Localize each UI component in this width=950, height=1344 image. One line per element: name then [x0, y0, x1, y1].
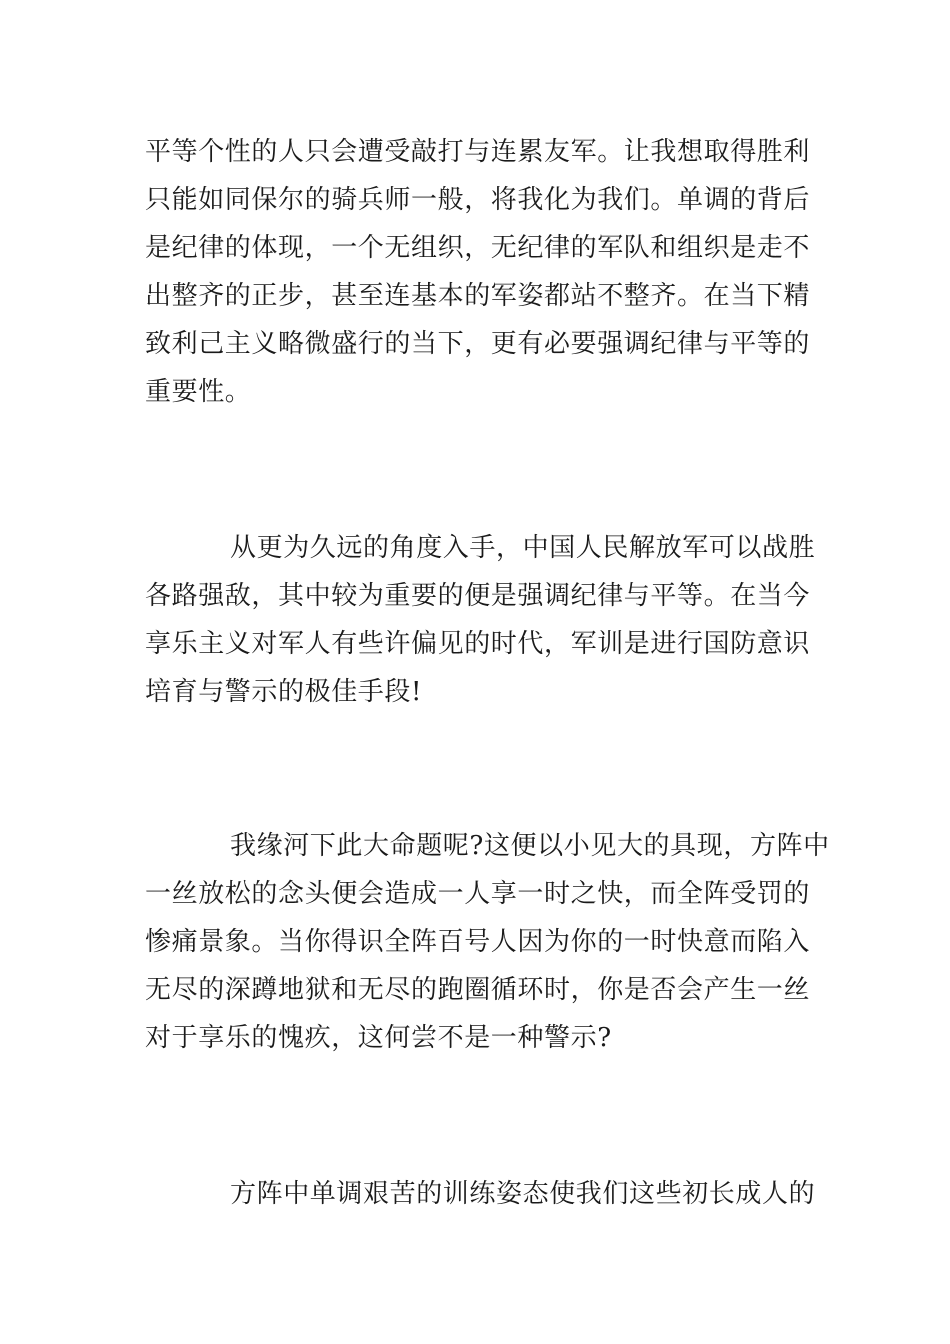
text-line: 方阵中单调艰苦的训练姿态使我们这些初长成人的: [230, 1179, 816, 1209]
text-line: 平等个性的人只会遭受敲打与连累友军。让我想取得胜利: [145, 137, 811, 167]
text-line: 是纪律的体现，一个无组织，无纪律的军队和组织是走不: [145, 233, 811, 263]
text-line: 培育与警示的极佳手段!: [145, 677, 423, 707]
text-line: 只能如同保尔的骑兵师一般，将我化为我们。单调的背后: [145, 185, 811, 215]
text-line: 惨痛景象。当你得识全阵百号人因为你的一时快意而陷入: [145, 927, 811, 957]
text-line: 享乐主义对军人有些许偏见的时代，军训是进行国防意识: [145, 629, 811, 659]
text-line: 一丝放松的念头便会造成一人享一时之快，而全阵受罚的: [145, 879, 811, 909]
text-line: 对于享乐的愧疚，这何尝不是一种警示?: [145, 1023, 612, 1053]
text-line: 从更为久远的角度入手，中国人民解放军可以战胜: [230, 533, 816, 563]
text-line: 各路强敌，其中较为重要的便是强调纪律与平等。在当今: [145, 581, 811, 611]
text-line: 重要性。: [145, 377, 252, 407]
text-line: 致利己主义略微盛行的当下，更有必要强调纪律与平等的: [145, 329, 811, 359]
text-line: 无尽的深蹲地狱和无尽的跑圈循环时，你是否会产生一丝: [145, 975, 811, 1005]
text-line: 我缘河下此大命题呢?这便以小见大的具现，方阵中: [230, 831, 830, 861]
text-line: 出整齐的正步，甚至连基本的军姿都站不整齐。在当下精: [145, 281, 811, 311]
